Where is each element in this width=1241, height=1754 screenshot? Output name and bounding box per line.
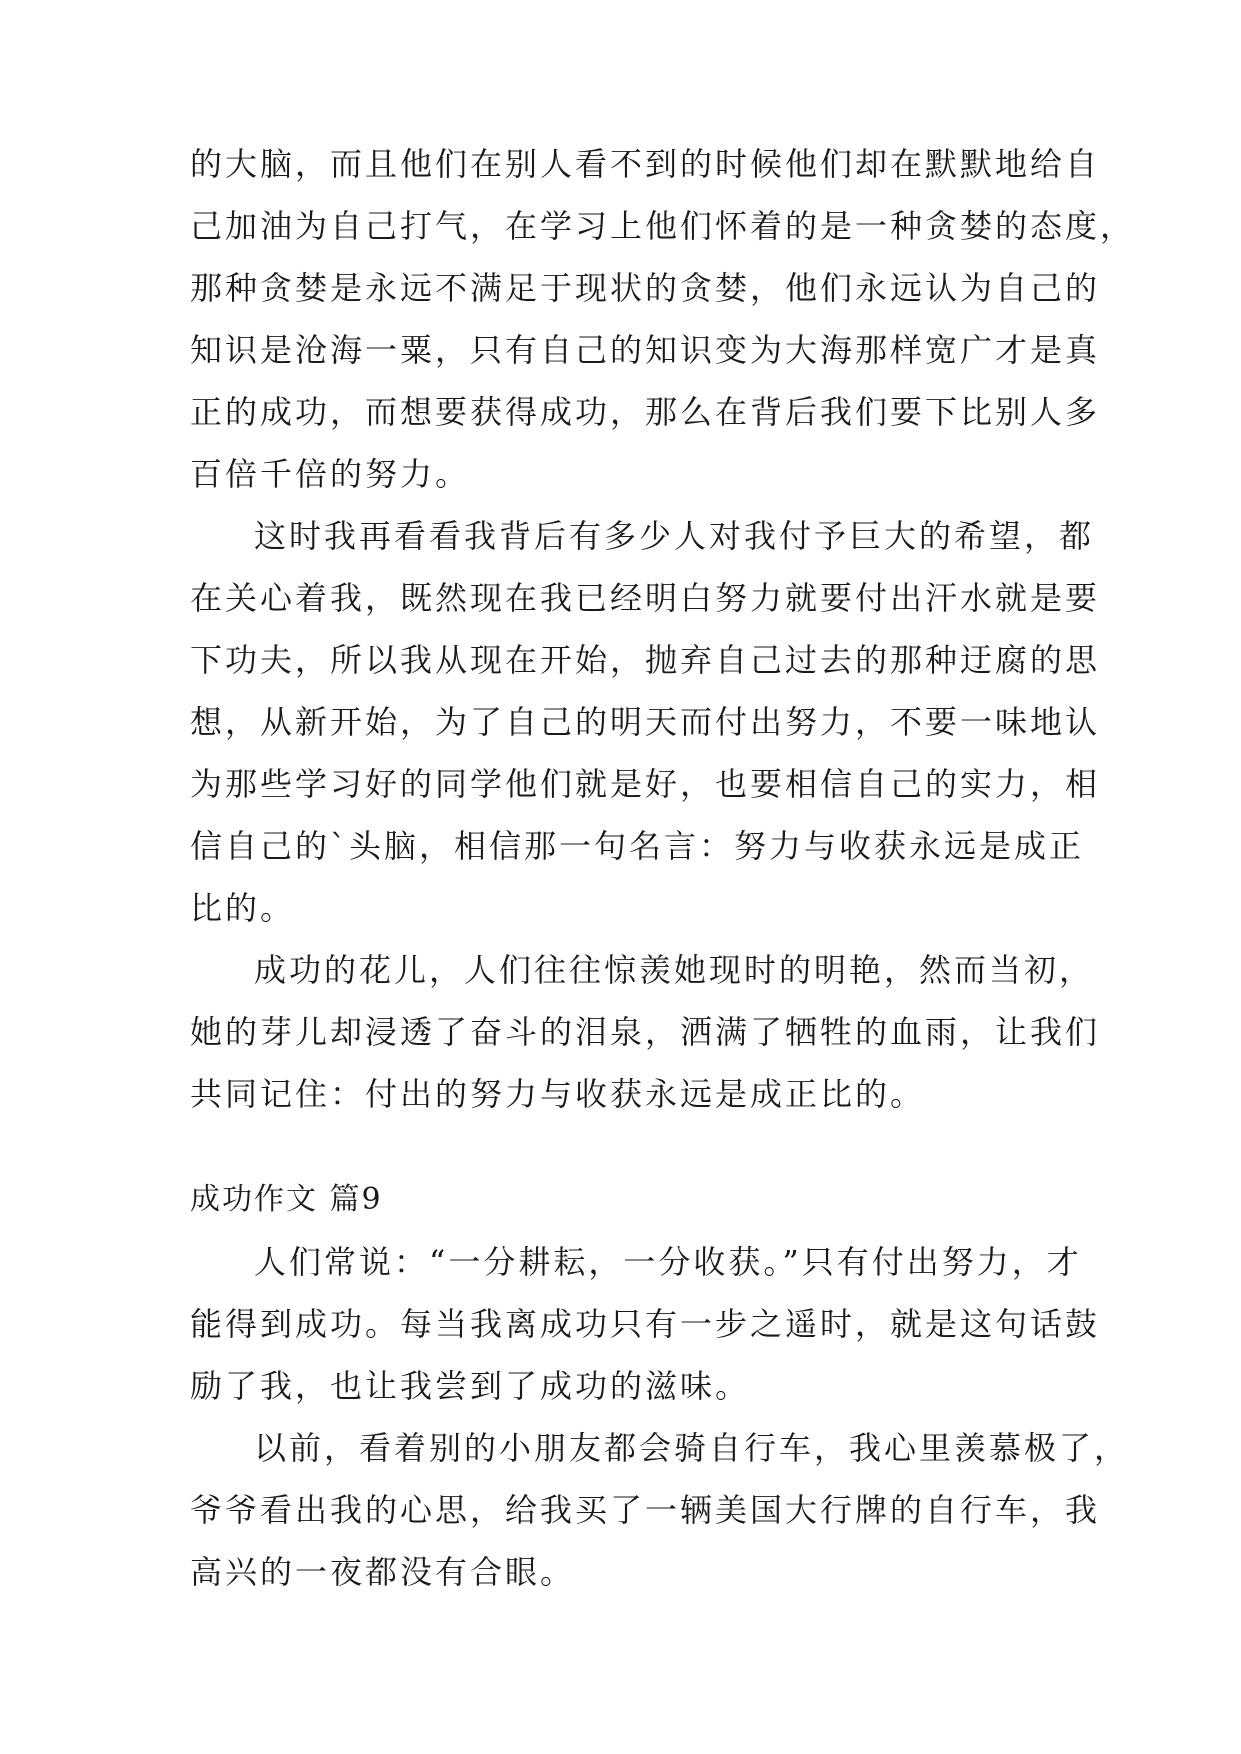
paragraph-2-line-7: 比的。 bbox=[190, 889, 296, 927]
paragraph-3-line-3: 共同记住：付出的努力与收获永远是成正比的。 bbox=[190, 1075, 926, 1113]
paragraph-2-line-6: 信自己的`头脑，相信那一句名言：努力与收获永远是成正 bbox=[190, 827, 1085, 865]
paragraph-1-line-3: 那种贪婪是永远不满足于现状的贪婪，他们永远认为自己的 bbox=[190, 269, 1101, 307]
paragraph-2-line-5: 为那些学习好的同学他们就是好，也要相信自己的实力，相 bbox=[190, 765, 1101, 803]
paragraph-2-line-2: 在关心着我，既然现在我已经明白努力就要付出汗水就是要 bbox=[190, 579, 1101, 617]
paragraph-2-line-1: 这时我再看看我背后有多少人对我付予巨大的希望，都 bbox=[254, 517, 1095, 555]
section-paragraph-2-line-2: 爷爷看出我的心思，给我买了一辆美国大行牌的自行车，我 bbox=[190, 1491, 1101, 1529]
section-paragraph-2-line-1: 以前，看着别的小朋友都会骑自行车，我心里羡慕极了， bbox=[254, 1429, 1130, 1467]
section-paragraph-2-line-3: 高兴的一夜都没有合眼。 bbox=[190, 1553, 576, 1591]
section-paragraph-1-line-1: 人们常说：“一分耕耘，一分收获。”只有付出努力，才 bbox=[254, 1243, 1082, 1281]
paragraph-1-line-4: 知识是沧海一粟，只有自己的知识变为大海那样宽广才是真 bbox=[190, 331, 1101, 369]
paragraph-3-line-1: 成功的花儿，人们往往惊羡她现时的明艳，然而当初， bbox=[254, 951, 1095, 989]
paragraph-1-line-5: 正的成功，而想要获得成功，那么在背后我们要下比别人多 bbox=[190, 393, 1101, 431]
paragraph-3-line-2: 她的芽儿却浸透了奋斗的泪泉，洒满了牺牲的血雨，让我们 bbox=[190, 1013, 1101, 1051]
paragraph-2-line-3: 下功夫，所以我从现在开始，抛弃自己过去的那种迂腐的思 bbox=[190, 641, 1101, 679]
section-paragraph-1-line-3: 励了我，也让我尝到了成功的滋味。 bbox=[190, 1367, 751, 1405]
paragraph-1-line-2: 己加油为自己打气，在学习上他们怀着的是一种贪婪的态度， bbox=[190, 207, 1136, 245]
paragraph-1-line-1: 的大脑，而且他们在别人看不到的时候他们却在默默地给自 bbox=[190, 145, 1101, 183]
paragraph-2-line-4: 想，从新开始，为了自己的明天而付出努力，不要一味地认 bbox=[190, 703, 1101, 741]
section-paragraph-1-line-2: 能得到成功。每当我离成功只有一步之遥时，就是这句话鼓 bbox=[190, 1305, 1101, 1343]
paragraph-1-line-6: 百倍千倍的努力。 bbox=[190, 455, 471, 493]
section-heading: 成功作文 篇9 bbox=[190, 1182, 383, 1217]
